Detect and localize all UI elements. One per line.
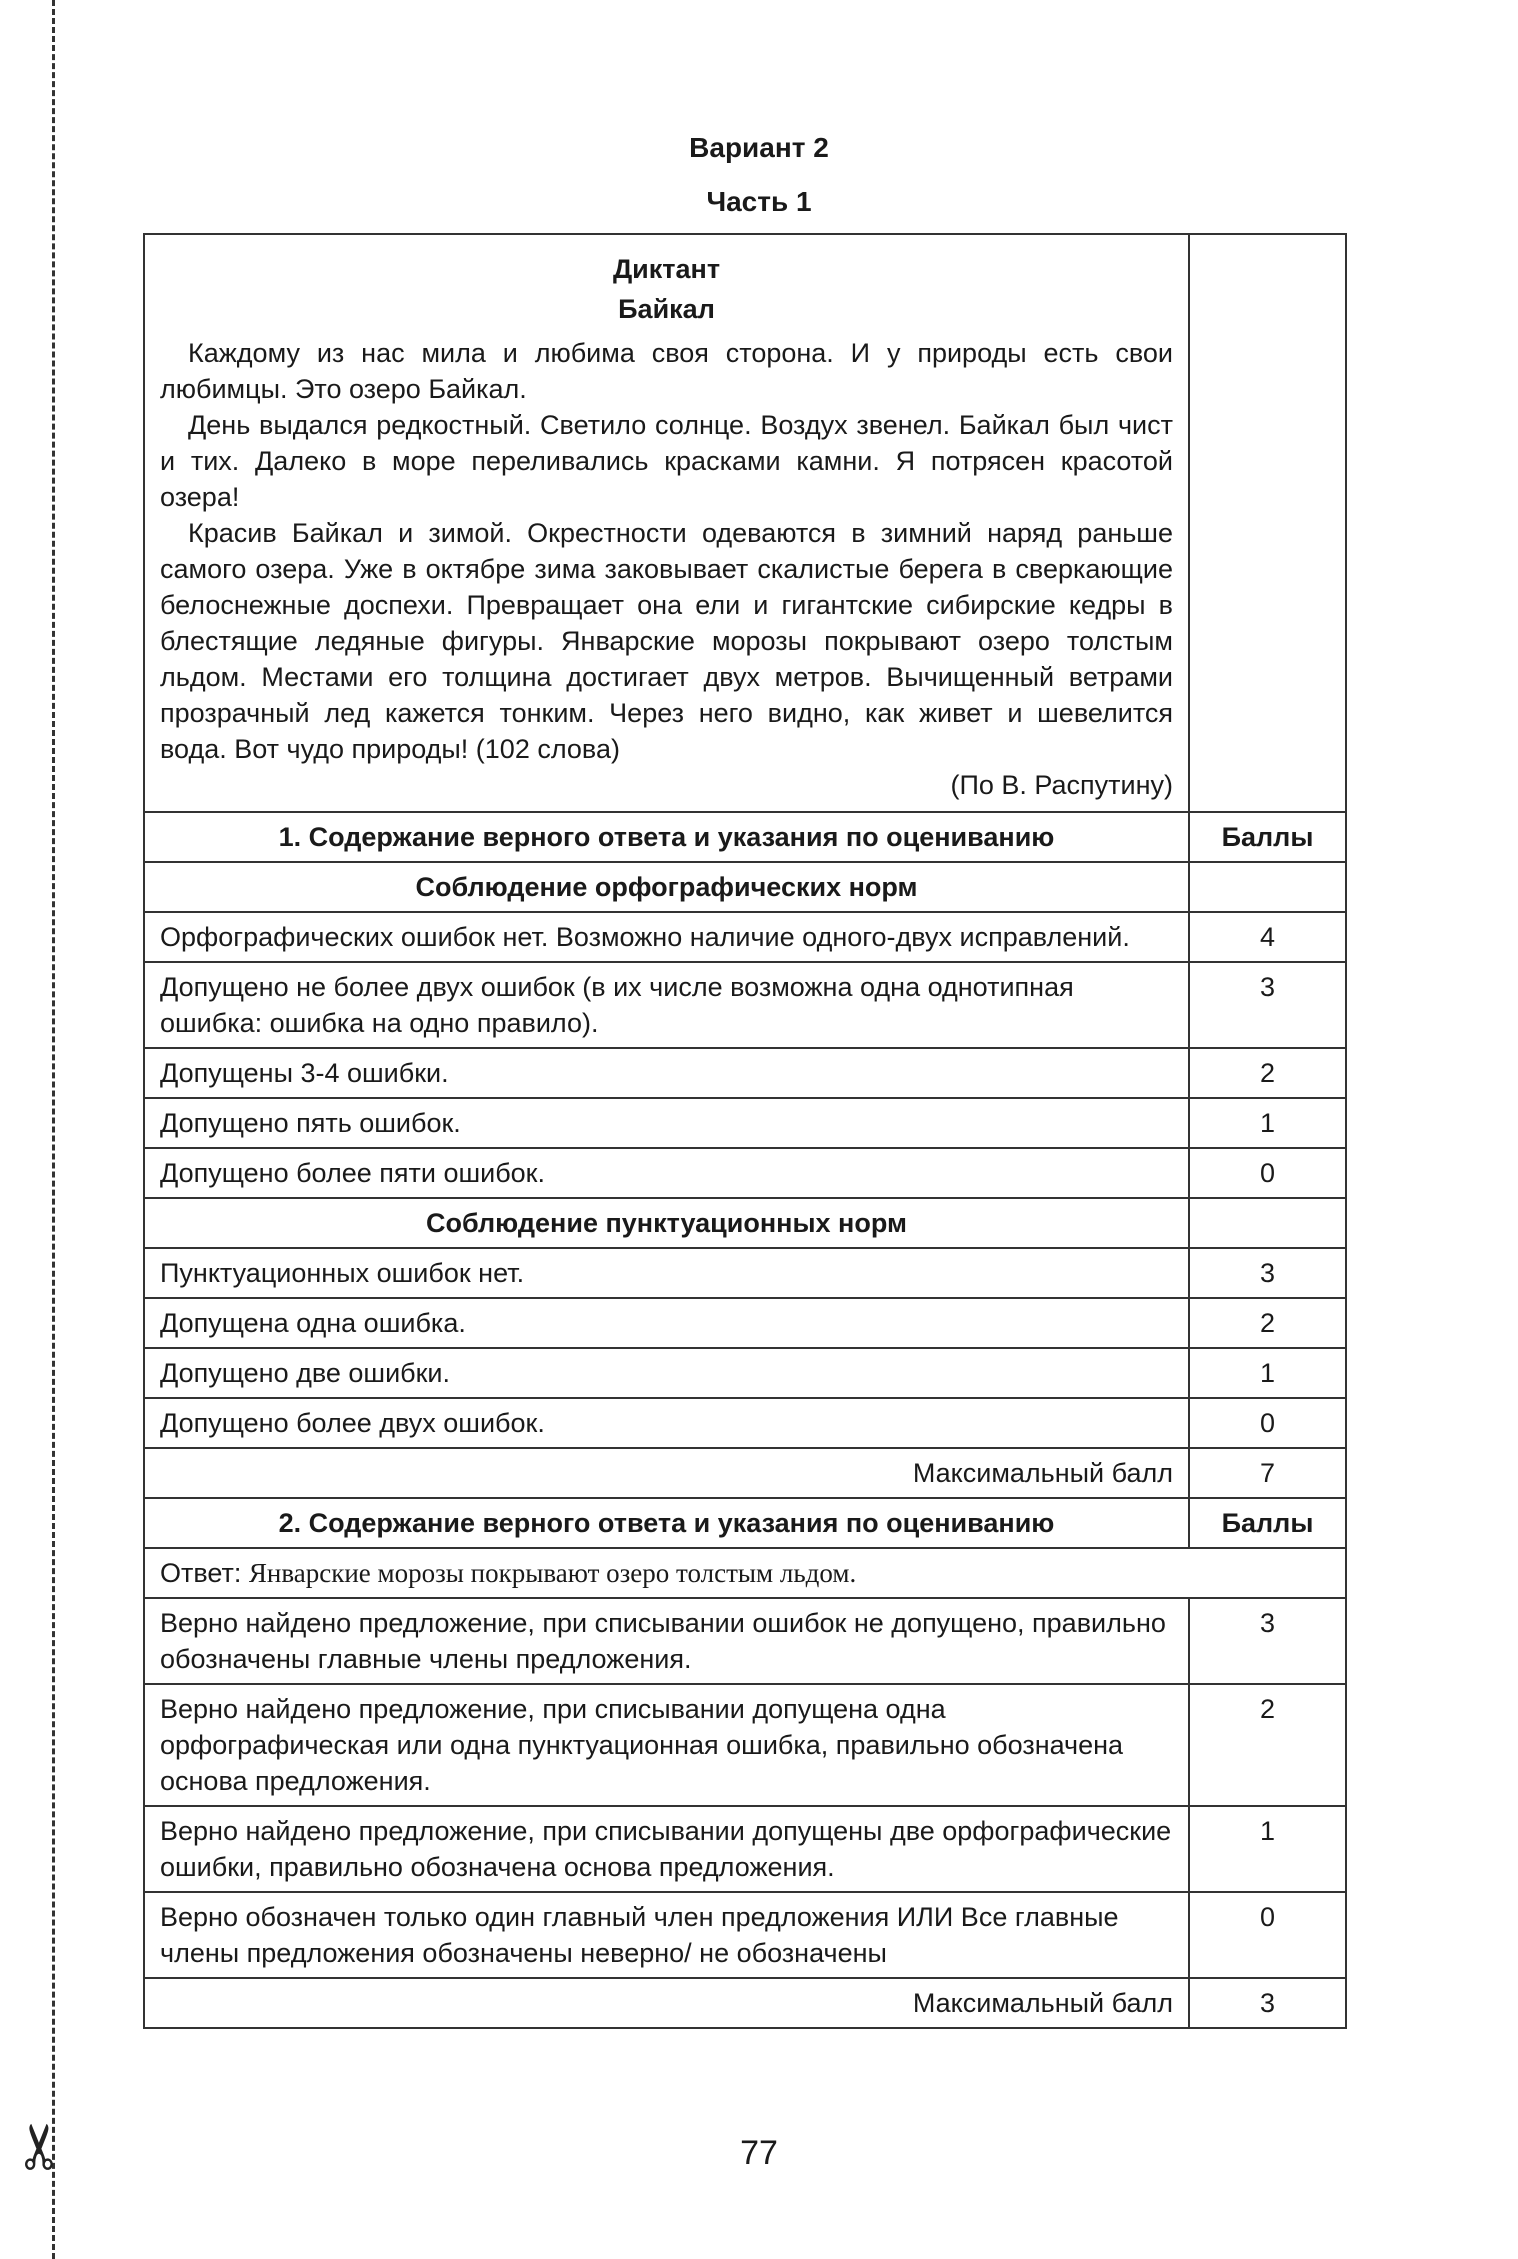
answer-label: Ответ: bbox=[160, 1558, 242, 1588]
page-number: 77 bbox=[740, 2134, 778, 2172]
task1-header-row bbox=[144, 812, 1346, 862]
criterion-text: Верно найдено предложение, при списывании допущены две орфографические ошибки, правильно обозначена основа предложения. bbox=[144, 1806, 1189, 1892]
criterion-text: Пунктуационных ошибок нет. bbox=[144, 1248, 1189, 1298]
table-row bbox=[144, 1398, 1346, 1448]
criterion-text: Орфографических ошибок нет. Возможно наличие одного-двух исправлений. bbox=[144, 912, 1189, 962]
table-row bbox=[144, 1098, 1346, 1148]
task2-score-header: Баллы bbox=[1189, 1498, 1346, 1548]
punct-title-row bbox=[144, 1198, 1346, 1248]
criterion-score: 4 bbox=[1189, 912, 1346, 962]
max-score-label: Максимальный балл bbox=[144, 1448, 1189, 1498]
max-score-label: Максимальный балл bbox=[144, 1978, 1189, 2028]
dictation-author: (По В. Распутину) bbox=[950, 770, 1173, 800]
table-row bbox=[144, 1806, 1346, 1892]
task2-max-row bbox=[144, 1978, 1346, 2028]
dictation-title: Байкал bbox=[618, 294, 715, 324]
table-row bbox=[144, 1598, 1346, 1684]
criterion-score: 2 bbox=[1189, 1048, 1346, 1098]
criterion-text: Допущено пять ошибок. bbox=[144, 1098, 1189, 1148]
criterion-text: Допущена одна ошибка. bbox=[144, 1298, 1189, 1348]
table-row bbox=[144, 1148, 1346, 1198]
criterion-score: 1 bbox=[1189, 1098, 1346, 1148]
answer-row bbox=[144, 1548, 1346, 1598]
criterion-score: 0 bbox=[1189, 1892, 1346, 1978]
criterion-score: 2 bbox=[1189, 1684, 1346, 1806]
task2-header-row bbox=[144, 1498, 1346, 1548]
criterion-score: 0 bbox=[1189, 1148, 1346, 1198]
table-row bbox=[144, 1248, 1346, 1298]
criterion-score: 1 bbox=[1189, 1348, 1346, 1398]
criterion-text: Допущено более пяти ошибок. bbox=[144, 1148, 1189, 1198]
table-row bbox=[144, 1048, 1346, 1098]
table-row bbox=[144, 912, 1346, 962]
criterion-text: Допущены 3-4 ошибки. bbox=[144, 1048, 1189, 1098]
variant-title: Вариант 2 bbox=[689, 132, 829, 163]
criterion-text: Верно найдено предложение, при списывании допущена одна орфографическая или одна пунктуационная ошибка, правильно обозначена основа предложения. bbox=[144, 1684, 1189, 1806]
dictation-label: Диктант bbox=[612, 254, 721, 284]
cut-line bbox=[52, 0, 55, 2259]
table-row bbox=[144, 1684, 1346, 1806]
scissors-icon: ✂ bbox=[3, 2120, 77, 2173]
task2-header: 2. Содержание верного ответа и указания по оцениванию bbox=[144, 1498, 1189, 1548]
max-score-value: 3 bbox=[1189, 1978, 1346, 2028]
criterion-text: Верно обозначен только один главный член предложения ИЛИ Все главные члены предложения обозначены неверно/ не обозначены bbox=[144, 1892, 1189, 1978]
criterion-score: 0 bbox=[1189, 1398, 1346, 1448]
dictation-row bbox=[144, 234, 1346, 812]
spelling-title: Соблюдение орфографических норм bbox=[144, 862, 1189, 912]
task1-score-header: Баллы bbox=[1189, 812, 1346, 862]
criterion-text: Допущено две ошибки. bbox=[144, 1348, 1189, 1398]
criterion-score: 3 bbox=[1189, 962, 1346, 1048]
max-score-value: 7 bbox=[1189, 1448, 1346, 1498]
criterion-text: Верно найдено предложение, при списывании ошибок не допущено, правильно обозначены главные члены предложения. bbox=[144, 1598, 1189, 1684]
empty-score-cell bbox=[1189, 234, 1346, 812]
criterion-score: 1 bbox=[1189, 1806, 1346, 1892]
table-row bbox=[144, 1892, 1346, 1978]
dictation-paragraph: Каждому из нас мила и любима своя сторона. И у природы есть свои любимцы. Это озеро Байкал. bbox=[160, 338, 1173, 404]
answer-value: Январские морозы покрывают озеро толстым льдом. bbox=[248, 1558, 857, 1588]
criterion-score: 2 bbox=[1189, 1298, 1346, 1348]
spelling-title-row bbox=[144, 862, 1346, 912]
criterion-score: 3 bbox=[1189, 1248, 1346, 1298]
task1-header: 1. Содержание верного ответа и указания по оцениванию bbox=[144, 812, 1189, 862]
criterion-text: Допущено более двух ошибок. bbox=[144, 1398, 1189, 1448]
punct-title: Соблюдение пунктуационных норм bbox=[144, 1198, 1189, 1248]
table-row bbox=[144, 1348, 1346, 1398]
dictation-paragraph: Красив Байкал и зимой. Окрестности одеваются в зимний наряд раньше самого озера. Уже в октябре зима заковывает скалистые берега в сверкающие белоснежные доспехи. Превращает она ели и гигантские сибирские кедры в блестящие ледяные фигуры. Январские морозы покрывают озеро толстым льдом. Местами его толщина достигает двух метров. Вычищенный ветрами прозрачный лед кажется тонким. Через него видно, как живет и шевелится вода. Вот чудо природы! (102 слова) bbox=[160, 518, 1173, 764]
criterion-score: 3 bbox=[1189, 1598, 1346, 1684]
criterion-text: Допущено не более двух ошибок (в их числе возможна одна однотипная ошибка: ошибка на одно правило). bbox=[144, 962, 1189, 1048]
dictation-cell bbox=[144, 234, 1189, 812]
table-row bbox=[144, 962, 1346, 1048]
grading-table bbox=[143, 233, 1347, 2029]
task1-max-row bbox=[144, 1448, 1346, 1498]
part-title: Часть 1 bbox=[706, 186, 812, 217]
answer-cell bbox=[144, 1548, 1346, 1598]
table-row bbox=[144, 1298, 1346, 1348]
dictation-paragraph: День выдался редкостный. Светило солнце. Воздух звенел. Байкал был чист и тих. Далеко в море переливались красками камни. Я потрясен красотой озера! bbox=[160, 410, 1173, 512]
